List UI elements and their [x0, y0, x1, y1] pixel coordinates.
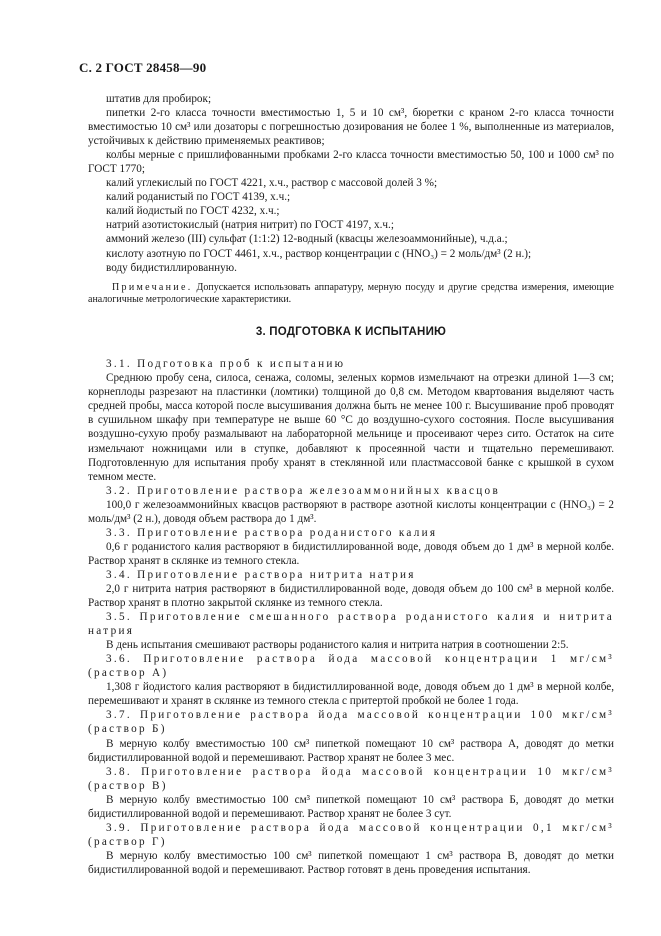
note [88, 282, 614, 308]
list-item: воду бидистиллированную. [106, 261, 237, 274]
item-heading: 3.8. Приготовление раствора йода массовой концентрации 10 мкг/см³ (раствор В) [88, 765, 614, 792]
item-heading: 3.4. Приготовление раствора нитрита натрия [106, 568, 416, 581]
list-item: калий йодистый по ГОСТ 4232, х.ч.; [106, 205, 280, 218]
item-body: В день испытания смешивают растворы роданистого калия и нитрита натрия в соотношении 2:5. [106, 639, 569, 652]
item-body: 2,0 г нитрита натрия растворяют в бидистиллированной воде, доводя объем до 100 см³ в мерной колбе. Раствор хранят в плотно закрытой склянке из темного стекла. [88, 583, 614, 610]
list-item: калий роданистый по ГОСТ 4139, х.ч.; [106, 191, 291, 204]
list-item: пипетки 2-го класса точности вместимостью 1, 5 и 10 см³, бюретки с краном 2-го класса точности вместимостью 10 см³ или дозаторы с погрешностью дозирования не более 1 %, выполненные из материалов, устойчивых к действию применяемых реактивов; [88, 107, 614, 148]
item-body: В мерную колбу вместимостью 100 см³ пипеткой помещают 10 см³ раствора А, доводят до метки бидистиллированной водой и перемешивают. Раствор хранят не более 3 мес. [88, 737, 614, 764]
section-items [88, 357, 614, 877]
item-heading: 3.6. Приготовление раствора йода массовой концентрации 1 мг/см³ (раствор А) [88, 653, 614, 680]
section-title: 3. ПОДГОТОВКА К ИСПЫТАНИЮ [255, 326, 447, 339]
list-item: штатив для пробирок; [106, 93, 212, 105]
item-body: 100,0 г железоаммонийных квасцов растворяют в растворе азотной кислоты концентрации с (HNO₃) = 2 моль/дм³ (2 н.), доводя объем раствора до 1 дм³. [88, 498, 614, 525]
item-heading: 3.5. Приготовление смешанного раствора роданистого калия и нитрита натрия [88, 611, 614, 638]
item-body: 0,6 г роданистого калия растворяют в бидистиллированной воде, доводя объем до 1 дм³ в мерной колбе. Раствор хранят в склянке из темного стекла. [88, 540, 614, 567]
item-body: Среднюю пробу сена, силоса, сенажа, соломы, зеленых кормов измельчают на отрезки длиной 1—3 см; корнеплоды разрезают на пластинки (ломтики) толщиной до 0,8 см. Методом квартования выделяют часть средней пробы, масса которой после высушивания должна быть не менее 100 г. Высушивание проб проводят в сушильном шкафу при температуре не выше 60 °С до воздушно-сухого состояния. После высушивания воздушно-сухую пробу размалывают на лабораторной мельнице и просеивают через сито. Остаток на сите измельчают ножницами или в ступке, добавляют к просеянной части и тщательно перемешивают. Подготовленную для испытания пробу хранят в стеклянной или пластмассовой банке с крышкой в сухом темном месте. [88, 372, 614, 483]
item-heading: 3.1. Подготовка проб к испытанию [106, 358, 346, 371]
equipment-list [88, 92, 614, 275]
list-item: калий углекислый по ГОСТ 4221, х.ч., раствор с массовой долей 3 %; [106, 177, 438, 190]
list-item: колбы мерные с пришлифованными пробками 2-го класса точности вместимостью 50, 100 и 1000 см³ по ГОСТ 1770; [88, 149, 614, 176]
list-item: кислоту азотную по ГОСТ 4461, х.ч., раствор концентрации с (HNO₃) = 2 моль/дм³ (2 н.); [106, 247, 532, 260]
page-header: С. 2 ГОСТ 28458—90 [79, 60, 207, 75]
item-heading: 3.3. Приготовление раствора роданистого калия [106, 526, 438, 539]
list-item: натрий азотистокислый (натрия нитрит) по ГОСТ 4197, х.ч.; [106, 219, 394, 232]
note-label: Примечание. [112, 281, 193, 293]
list-item: аммоний железо (III) сульфат (1:1:2) 12-водный (квасцы железоаммонийные), ч.д.а.; [106, 233, 508, 246]
item-body: 1,308 г йодистого калия растворяют в бидистиллированной воде, доводя объем до 1 дм³ в мерной колбе, перемешивают и хранят в склянке из темного стекла с притертой пробкой не более 1 года. [88, 681, 614, 708]
item-body: В мерную колбу вместимостью 100 см³ пипеткой помещают 10 см³ раствора Б, доводят до метки бидистиллированной водой и перемешивают. Раствор хранят не более 3 сут. [88, 793, 614, 820]
item-body: В мерную колбу вместимостью 100 см³ пипеткой помещают 1 см³ раствора В, доводят до метки бидистиллированной водой и перемешивают. Раствор готовят в день проведения испытания. [88, 849, 614, 876]
item-heading: 3.2. Приготовление раствора железоаммонийных квасцов [106, 484, 501, 497]
document-body [88, 92, 614, 877]
note-text: Допускается использовать аппаратуру, мерную посуду и другие средства измерения, имеющие аналогичные метрологические характеристики. [88, 281, 614, 306]
item-heading: 3.9. Приготовление раствора йода массовой концентрации 0,1 мкг/см³ (раствор Г) [88, 821, 614, 848]
item-heading: 3.7. Приготовление раствора йода массовой концентрации 100 мкг/см³ (раствор Б) [88, 709, 614, 736]
